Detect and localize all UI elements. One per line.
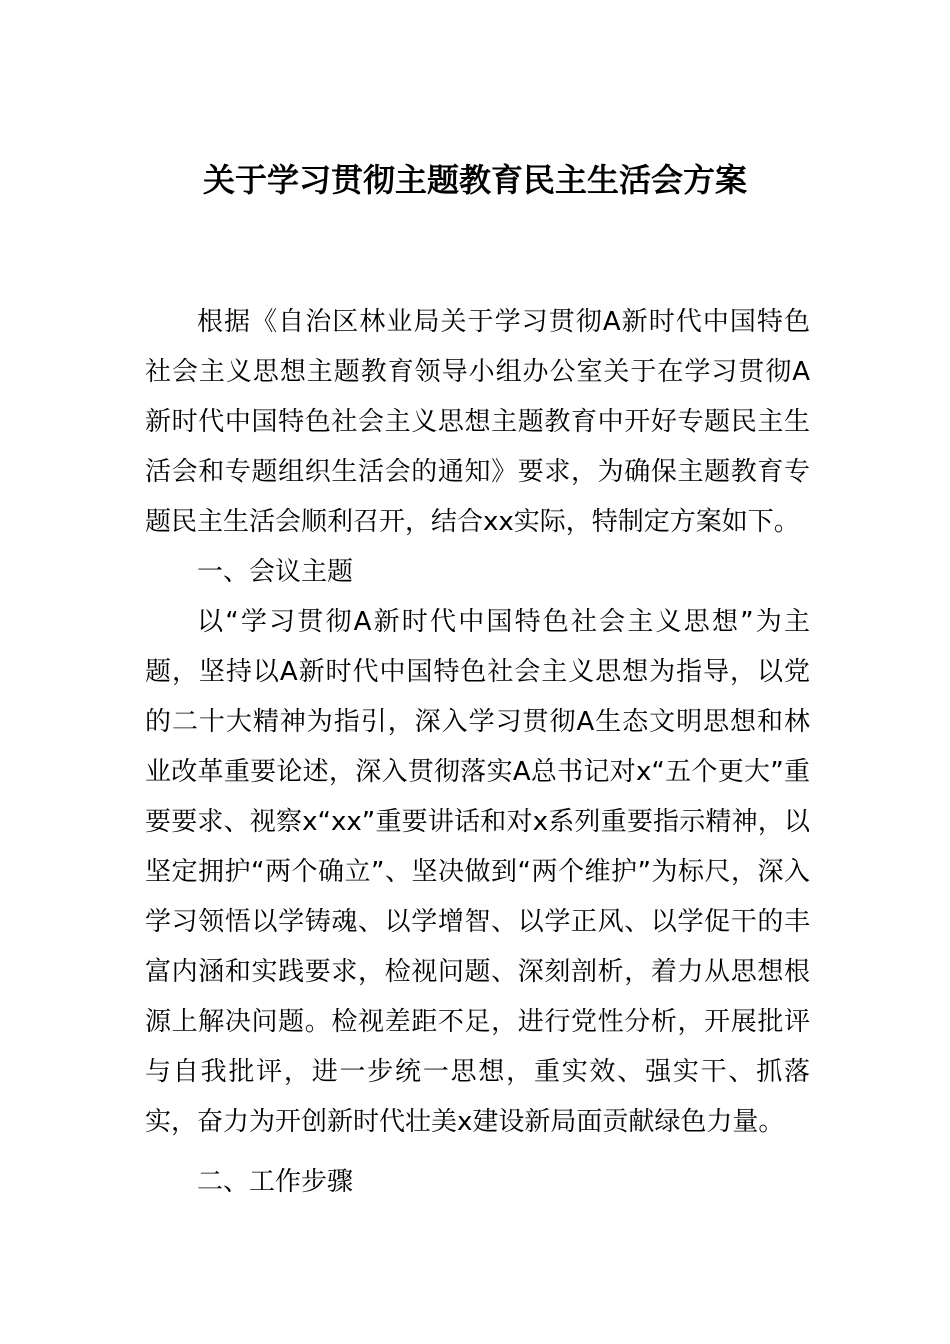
document-title: 关于学习贯彻主题教育民主生活会方案: [202, 161, 747, 199]
section-heading-meeting-theme: 一、会议主题: [197, 557, 354, 587]
intro-paragraph: 根据《自治区林业局关于学习贯彻A新时代中国特色社会主义思想主题教育领导小组办公室关于在学习贯彻A新时代中国特色社会主义思想主题教育中开好专题民主生活会和专题组织生活会的通知》要求，为确保主题教育专题民主生活会顺利召开，结合xx实际，特制定方案如下。: [145, 307, 810, 537]
document-body: [145, 297, 810, 1207]
section-heading-work-steps: 二、工作步骤: [197, 1167, 354, 1197]
meeting-theme-paragraph: 以“学习贯彻A新时代中国特色社会主义思想”为主题，坚持以A新时代中国特色社会主义思想为指导，以党的二十大精神为指引，深入学习贯彻A生态文明思想和林业改革重要论述，深入贯彻落实A总书记对x“五个更大”重要要求、视察x“xx”重要讲话和对x系列重要指示精神，以坚定拥护“两个确立”、坚决做到“两个维护”为标尺，深入学习领悟以学铸魂、以学增智、以学正风、以学促干的丰富内涵和实践要求，检视问题、深刻剖析，着力从思想根源上解决问题。检视差距不足，进行党性分析，开展批评与自我批评，进一步统一思想，重实效、强实干、抓落实，奋力为开创新时代壮美x建设新局面贡献绿色力量。: [145, 607, 810, 1137]
